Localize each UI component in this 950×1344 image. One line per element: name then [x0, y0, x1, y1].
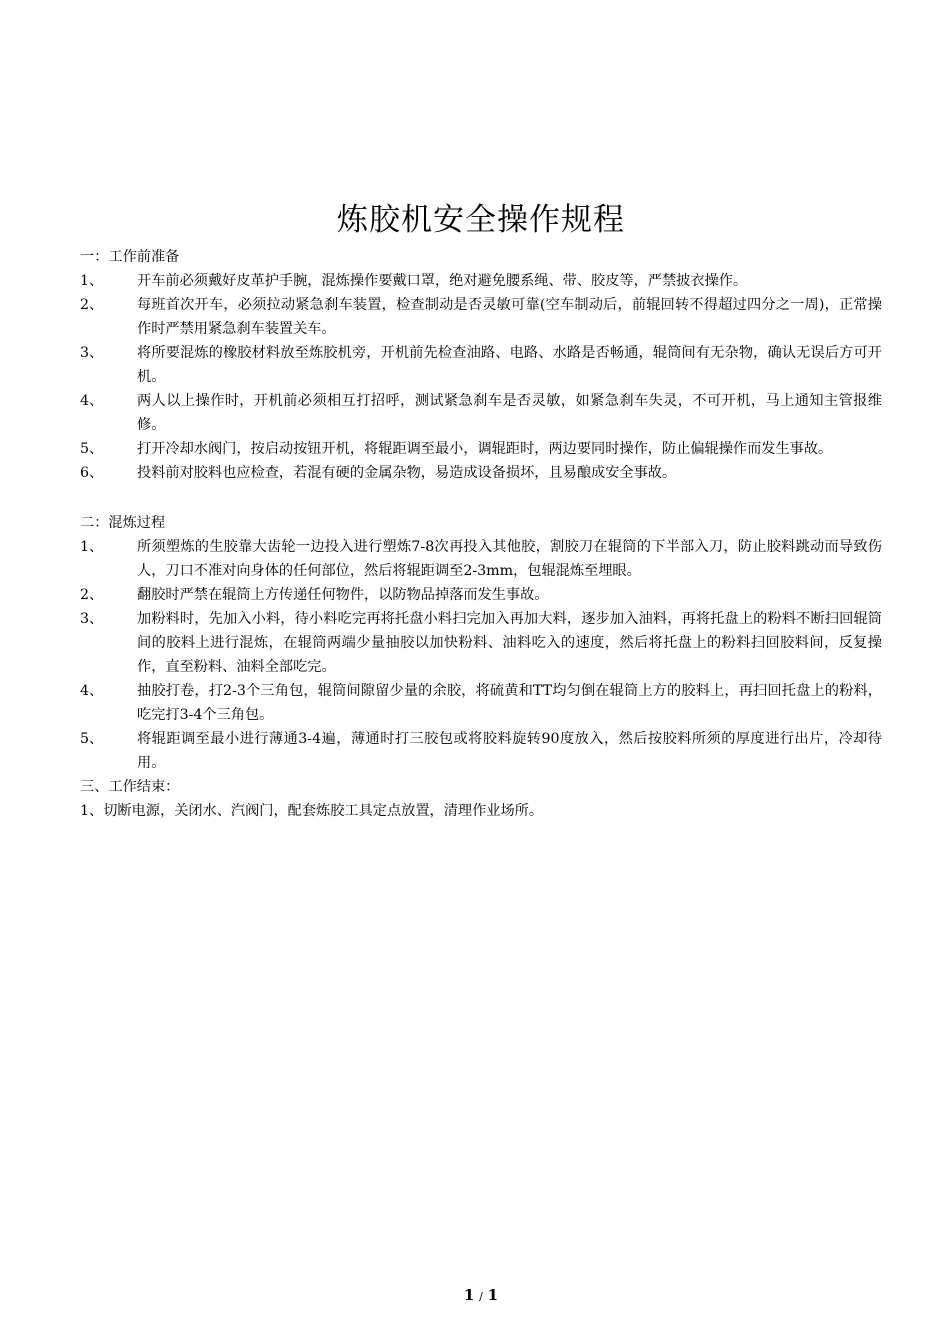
- list-item-number: 2、: [80, 297, 104, 313]
- list-item-number: 1、: [80, 539, 104, 555]
- list-item-text: 两人以上操作时，开机前必须相互打招呼，测试紧急刹车是否灵敏，如紧急刹车失灵，不可开机，马上通知主管报维修。: [137, 393, 882, 433]
- section-heading-completion: 三、工作结束：: [80, 779, 180, 795]
- list-item-number: 5、: [80, 731, 104, 747]
- page-separator: /: [479, 1290, 483, 1303]
- list-item-text: 开车前必须戴好皮革护手腕，混炼操作要戴口罩，绝对避免腰系绳、带、胶皮等，严禁披衣操作。: [137, 273, 748, 289]
- list-item: [80, 461, 882, 485]
- list-item-number: 2、: [80, 587, 104, 603]
- page-number-footer: [0, 1283, 950, 1309]
- page-title: 炼胶机安全操作规程: [337, 202, 625, 238]
- list-item: [80, 389, 882, 437]
- list-item-number: 4、: [80, 393, 104, 409]
- total-page-count: 1: [487, 1286, 499, 1304]
- list-item-text: 打开冷却水阀门，按启动按钮开机，将辊距调至最小，调辊距时，两边要同时操作，防止偏辊操作而发生事故。: [137, 441, 833, 457]
- list-item: [80, 607, 882, 679]
- completion-instruction: 1、切断电源，关闭水、汽阀门，配套炼胶工具定点放置，清理作业场所。: [80, 803, 544, 819]
- list-item: [80, 583, 882, 607]
- list-item-text: 翻胶时严禁在辊筒上方传递任何物件，以防物品掉落而发生事故。: [137, 587, 549, 603]
- list-item: [80, 727, 882, 775]
- list-item-number: 5、: [80, 441, 104, 457]
- list-item: [80, 341, 882, 389]
- list-item-number: 6、: [80, 465, 104, 481]
- list-item-text: 每班首次开车，必须拉动紧急刹车装置，检查制动是否灵敏可靠(空车制动后，前辊回转不得超过四分之一周)，正常操作时严禁用紧急刹车装置关车。: [137, 297, 882, 337]
- list-item-text: 所须塑炼的生胶靠大齿轮一边投入进行塑炼7-8次再投入其他胶，割胶刀在辊筒的下半部入刀，防止胶料跳动而导致伤人，刀口不准对向身体的任何部位，然后将辊距调至2-3mm，包辊混炼至埋眼。: [137, 539, 882, 579]
- list-item: [80, 437, 882, 461]
- list-item-text: 将所要混炼的橡胶材料放至炼胶机旁，开机前先检查油路、电路、水路是否畅通，辊筒间有无杂物，确认无误后方可开机。: [137, 345, 882, 385]
- section-heading-mixing: 二：混炼过程: [80, 515, 166, 531]
- list-item-text: 投料前对胶料也应检查，若混有硬的金属杂物，易造成设备损坏，且易酿成安全事故。: [137, 465, 677, 481]
- list-item: [80, 679, 882, 727]
- list-item: [80, 269, 882, 293]
- list-item-text: 抽胶打卷，打2-3个三角包，辊筒间隙留少量的余胶，将硫黄和TT均匀倒在辊筒上方的胶料上，再扫回托盘上的粉料，吃完打3-4个三角包。: [137, 683, 882, 723]
- list-item: [80, 535, 882, 583]
- list-item-number: 3、: [80, 345, 104, 361]
- list-item: [80, 293, 882, 341]
- list-item-number: 4、: [80, 683, 104, 699]
- list-item-number: 3、: [80, 611, 104, 627]
- list-item-number: 1、: [80, 273, 104, 289]
- section-heading-preparation: 一：工作前准备: [80, 249, 180, 265]
- section-spacer: [80, 485, 882, 511]
- current-page-number: 1: [463, 1286, 475, 1304]
- list-item-text: 加粉料时，先加入小料，待小料吃完再将托盘小料扫完加入再加大料，逐步加入油料，再将托盘上的粉料不断扫回辊筒间的胶料上进行混炼，在辊筒两端少量抽胶以加快粉料、油料吃入的速度，然后将托盘上的粉料扫回胶料间，反复操作，直至粉料、油料全部吃完。: [137, 611, 882, 675]
- list-item-text: 将辊距调至最小进行薄通3-4遍，薄通时打三胶包或将胶料旋转90度放入，然后按胶料所须的厚度进行出片，冷却待用。: [137, 731, 882, 771]
- document-body: [80, 245, 882, 823]
